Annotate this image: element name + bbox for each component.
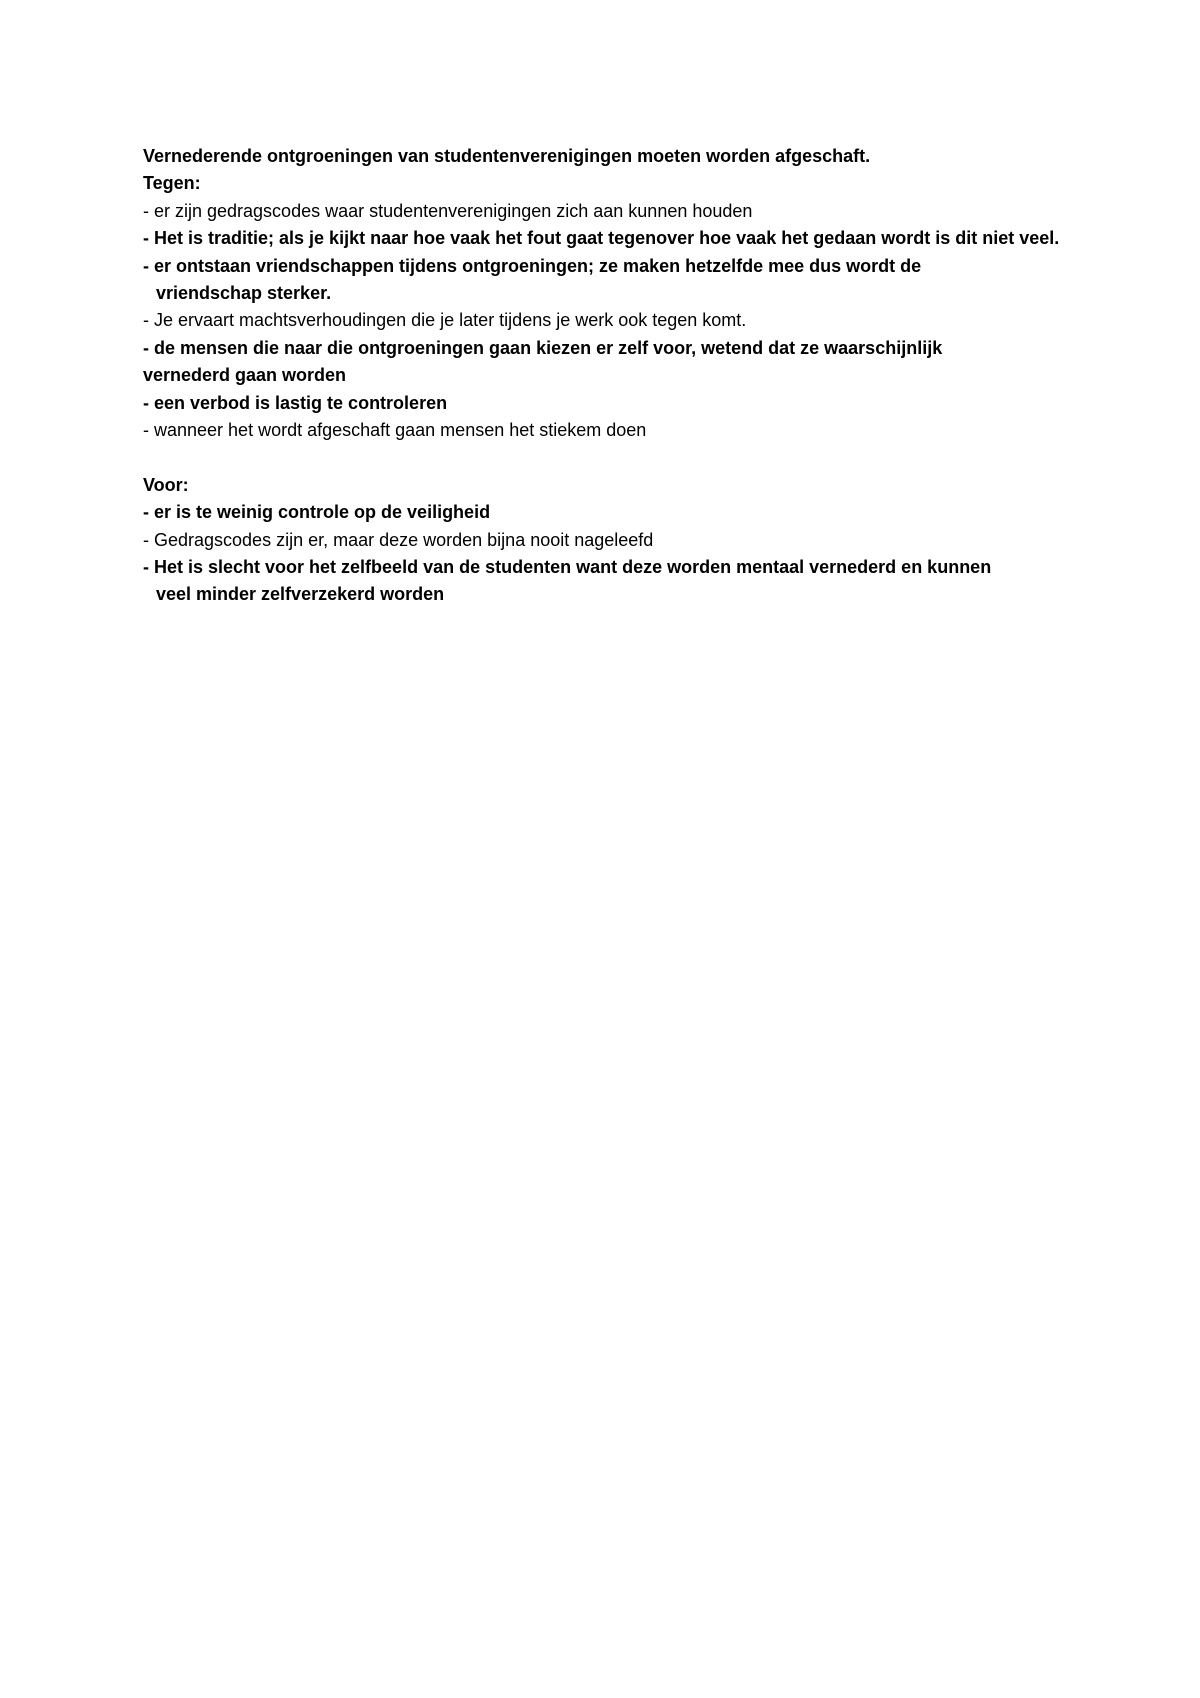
document-body xyxy=(143,143,1083,609)
tegen-item-2: - Het is traditie; als je kijkt naar hoe vaak het fout gaat tegenover hoe vaak het gedaan wordt is dit niet veel. xyxy=(143,228,1060,249)
voor-item-3: - Het is slecht voor het zelfbeeld van de studenten want deze worden mentaal vernederd en kunnen veel minder zelfverzekerd worden xyxy=(143,557,992,605)
tegen-item-7: - wanneer het wordt afgeschaft gaan mensen het stiekem doen xyxy=(143,420,647,441)
tegen-item-4: - Je ervaart machtsverhoudingen die je later tijdens je werk ook tegen komt. xyxy=(143,310,747,331)
voor-heading: Voor: xyxy=(143,474,189,495)
document-title: Vernederende ontgroeningen van studentenverenigingen moeten worden afgeschaft. xyxy=(143,146,871,166)
tegen-item-6: - een verbod is lastig te controleren xyxy=(143,392,448,413)
tegen-heading: Tegen: xyxy=(143,173,201,194)
voor-item-2: - Gedragscodes zijn er, maar deze worden bijna nooit nageleefd xyxy=(143,529,654,550)
section-spacer xyxy=(143,444,1083,471)
tegen-item-5: - de mensen die naar die ontgroeningen gaan kiezen er zelf voor, wetend dat ze waarschijnlijk vernederd gaan worden xyxy=(143,337,943,386)
tegen-item-3: - er ontstaan vriendschappen tijdens ontgroeningen; ze maken hetzelfde mee dus wordt de vriendschap sterker. xyxy=(143,255,922,304)
voor-item-1: - er is te weinig controle op de veiligheid xyxy=(143,502,491,523)
tegen-item-1: - er zijn gedragscodes waar studentenverenigingen zich aan kunnen houden xyxy=(143,200,753,221)
